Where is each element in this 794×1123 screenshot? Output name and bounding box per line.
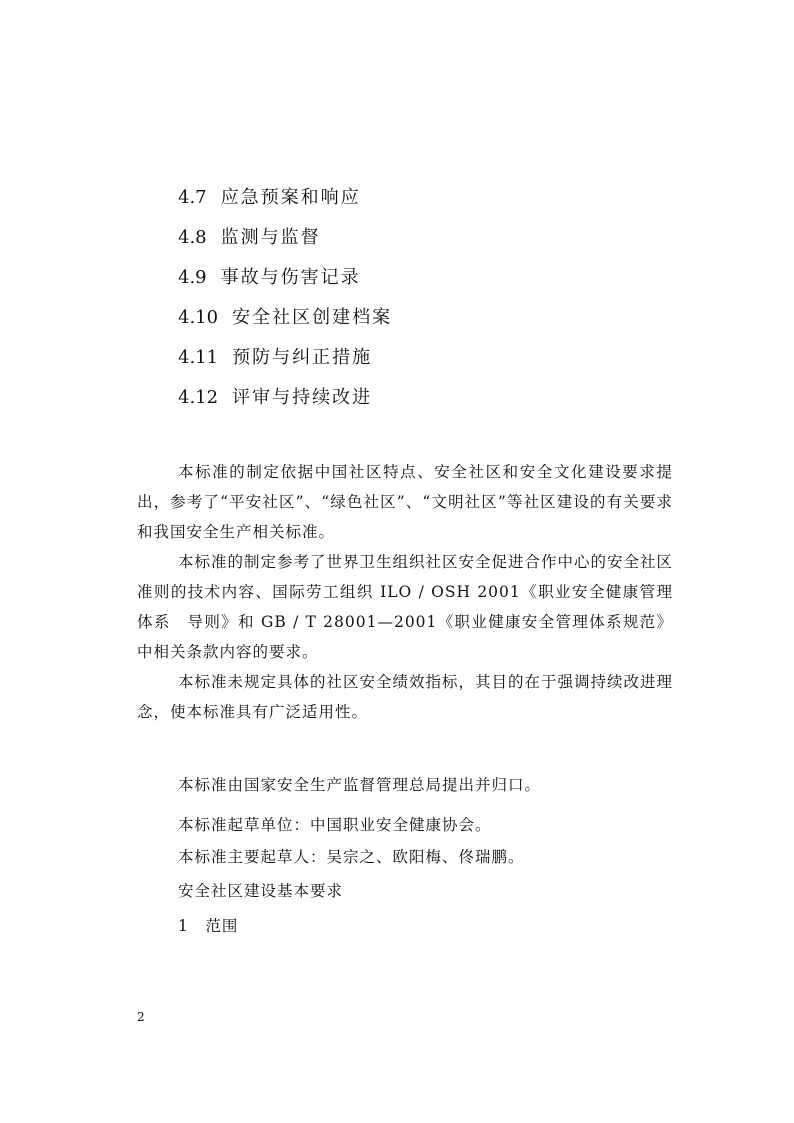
- page-number: 2: [137, 1010, 145, 1024]
- standard-title: 安全社区建设基本要求: [178, 882, 344, 900]
- foreword-paragraph: 本标准的制定依据中国社区特点、安全社区和安全文化建设要求提出，参考了“平安社区”、“绿色社区”、“文明社区”等社区建设的有关要求和我国安全生产相关标准。: [137, 463, 673, 541]
- toc-title: 应急预案和响应: [220, 187, 361, 208]
- toc-number: 4.7: [178, 187, 207, 208]
- drafting-unit-line: 本标准起草单位：中国职业安全健康协会。: [178, 816, 492, 834]
- toc-item-4-9: [178, 266, 361, 290]
- foreword-paragraph: 本标准的制定参考了世界卫生组织社区安全促进合作中心的安全社区准则的技术内容、国际劳工组织 ILO / OSH 2001《职业安全健康管理体系 导则》和 GB / T 28001—2001《职业健康安全管理体系规范》中相关条款内容的要求。: [137, 553, 674, 661]
- foreword-body: [137, 457, 673, 727]
- toc-title: 预防与纠正措施: [232, 347, 373, 368]
- toc-title: 安全社区创建档案: [232, 307, 393, 328]
- section-heading-scope: 1 范围: [178, 917, 239, 935]
- toc-number: 4.12: [178, 387, 219, 408]
- toc-item-4-7: [178, 186, 361, 210]
- proposer-line: 本标准由国家安全生产监督管理总局提出并归口。: [178, 776, 542, 794]
- toc-number: 4.10: [178, 307, 219, 328]
- foreword-paragraph: 本标准未规定具体的社区安全绩效指标，其目的在于强调持续改进理念，使本标准具有广泛适用性。: [137, 673, 674, 721]
- toc-item-4-10: [178, 306, 392, 330]
- toc-number: 4.8: [178, 227, 207, 248]
- toc-item-4-12: [178, 386, 372, 410]
- toc-item-4-11: [178, 346, 372, 370]
- toc-item-4-8: [178, 226, 321, 250]
- toc-number: 4.9: [178, 267, 207, 288]
- toc-title: 监测与监督: [220, 227, 321, 248]
- drafters-line: 本标准主要起草人：吴宗之、欧阳梅、佟瑞鹏。: [178, 848, 525, 866]
- toc-number: 4.11: [178, 347, 219, 368]
- toc-title: 评审与持续改进: [232, 387, 373, 408]
- toc-title: 事故与伤害记录: [220, 267, 361, 288]
